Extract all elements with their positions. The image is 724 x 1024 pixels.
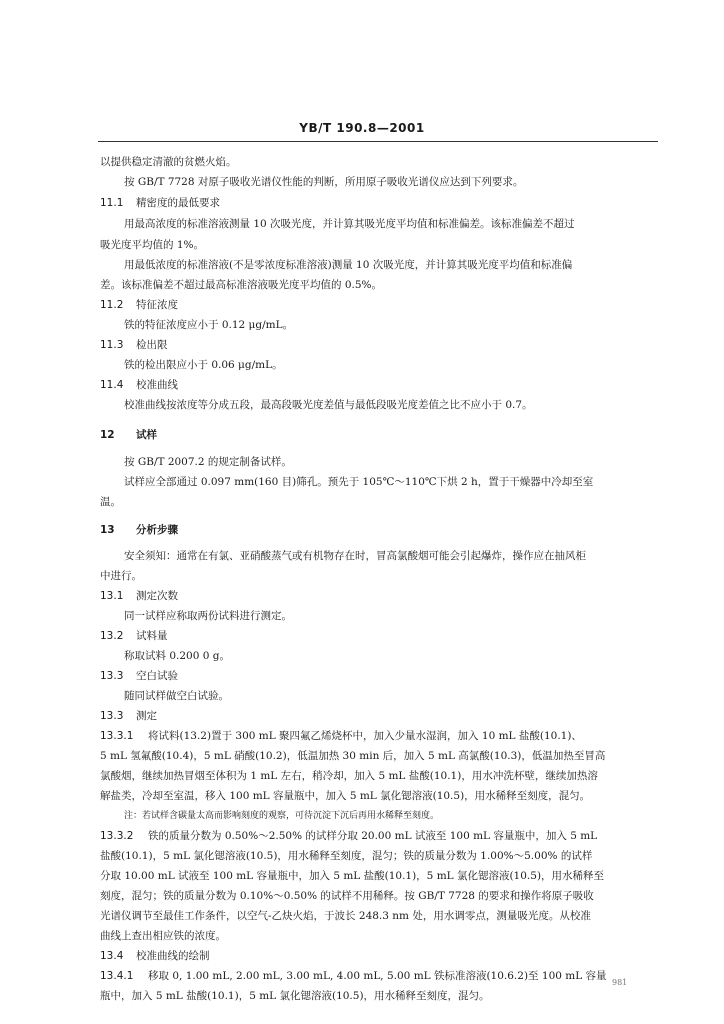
text-line: 铁的特征浓度应小于 0.12 μg/mL。: [124, 319, 294, 331]
clause-13-2: 13.2 试料量: [100, 630, 168, 642]
clause-11-3: 11.3 检出限: [100, 339, 168, 351]
text-line: 中进行。: [100, 570, 142, 582]
text-line: 光谱仪调节至最佳工作条件，以空气-乙炔火焰，于波长 248.3 nm 处，用水调零点，测量吸光度。从校准: [100, 910, 591, 922]
clause-11-2: 11.2 特征浓度: [100, 299, 178, 311]
text-line: 试样应全部通过 0.097 mm(160 目)筛孔。预先于 105℃～110℃下烘 2 h，置于干燥器中冷却至室: [124, 476, 594, 488]
text-line: 铁的检出限应小于 0.06 μg/mL。: [124, 359, 283, 371]
text-line: 氯酸烟，继续加热冒烟至体积为 1 mL 左右，稍冷却，加入 5 mL 盐酸(10.1)，用水冲洗杯壁，继续加热溶: [100, 770, 598, 782]
page-header: YB/T 190.8—2001: [299, 121, 425, 135]
text-line: 差。该标准偏差不超过最高标准溶液吸光度平均值的 0.5%。: [100, 279, 383, 291]
text-line: 按 GB/T 7728 对原子吸收光谱仪性能的判断，所用原子吸收光谱仪应达到下列要求。: [124, 176, 524, 188]
section-12-heading: 12 试样: [100, 429, 157, 441]
text-line: 刻度，混匀；铁的质量分数为 0.10%～0.50% 的试样不用稀释。按 GB/T 7728 的要求和操作将原子吸收: [100, 890, 594, 902]
clause-13-3a: 13.3 空白试验: [100, 670, 178, 682]
clause-13-4: 13.4 校准曲线的绘制: [100, 950, 210, 962]
clause-13-1: 13.1 测定次数: [100, 590, 178, 602]
text-line: 随同试样做空白试验。: [124, 690, 229, 702]
clause-13-3-2: 13.3.2 铁的质量分数为 0.50%～2.50% 的试样分取 20.00 mL 试液至 100 mL 容量瓶中，加入 5 mL: [100, 830, 598, 842]
safety-note: 安全须知：通常在有氯、亚硝酸蒸气或有机物存在时，冒高氯酸烟可能会引起爆炸，操作应在抽风柜: [124, 550, 586, 562]
clause-13-3b: 13.3 测定: [100, 710, 157, 722]
text-line: 按 GB/T 2007.2 的规定制备试样。: [124, 456, 292, 468]
text-line: 曲线上查出相应铁的浓度。: [100, 930, 226, 942]
text-line: 吸光度平均值的 1%。: [100, 239, 204, 251]
text-line: 以提供稳定清澈的贫燃火焰。: [100, 156, 237, 168]
text-line: 校准曲线按浓度等分成五段，最高段吸光度差值与最低段吸光度差值之比不应小于 0.7。: [124, 399, 533, 411]
clause-13-4-1: 13.4.1 移取 0, 1.00 mL, 2.00 mL, 3.00 mL, 4.00 mL, 5.00 mL 铁标准溶液(10.6.2)至 100 mL 容量: [100, 970, 607, 982]
section-13-heading: 13 分析步骤: [100, 524, 178, 536]
text-line: 解盐类，冷却至室温，移入 100 mL 容量瓶中，加入 5 mL 氯化锶溶液(10.5)，用水稀释至刻度，混匀。: [100, 790, 591, 802]
text-line: 同一试样应称取两份试料进行测定。: [124, 610, 292, 622]
note-line: 注：若试样含碳量太高而影响刻度的观察，可待沉淀下沉后再用水稀释至刻度。: [124, 811, 440, 821]
text-line: 用最低浓度的标准溶液(不是零浓度标准溶液)测量 10 次吸光度，并计算其吸光度平均值和标准偏: [124, 259, 573, 271]
clause-11-4: 11.4 校准曲线: [100, 379, 178, 391]
text-line: 温。: [100, 496, 121, 508]
header-rule: [98, 141, 658, 142]
text-line: 瓶中，加入 5 mL 盐酸(10.1)，5 mL 氯化锶溶液(10.5)，用水稀释至刻度，混匀。: [100, 990, 490, 1002]
text-line: 称取试料 0.200 0 g。: [124, 650, 230, 662]
clause-11-1: 11.1 精密度的最低要求: [100, 197, 220, 209]
page-number: 981: [612, 978, 628, 987]
text-line: 5 mL 氢氟酸(10.4)，5 mL 硝酸(10.2)，低温加热 30 min 后，加入 5 mL 高氯酸(10.3)，低温加热至冒高: [100, 750, 606, 762]
text-line: 用最高浓度的标准溶液测量 10 次吸光度，并计算其吸光度平均值和标准偏差。该标准偏差不超过: [124, 218, 575, 230]
clause-13-3-1: 13.3.1 将试料(13.2)置于 300 mL 聚四氟乙烯烧杯中，加入少量水湿润，加入 10 mL 盐酸(10.1)、: [100, 730, 582, 742]
text-line: 盐酸(10.1)，5 mL 氯化锶溶液(10.5)，用水稀释至刻度，混匀；铁的质量分数为 1.00%～5.00% 的试样: [100, 850, 593, 862]
text-line: 分取 10.00 mL 试液至 100 mL 容量瓶中，加入 5 mL 盐酸(10.1)，5 mL 氯化锶溶液(10.5)，用水稀释至: [100, 870, 605, 882]
